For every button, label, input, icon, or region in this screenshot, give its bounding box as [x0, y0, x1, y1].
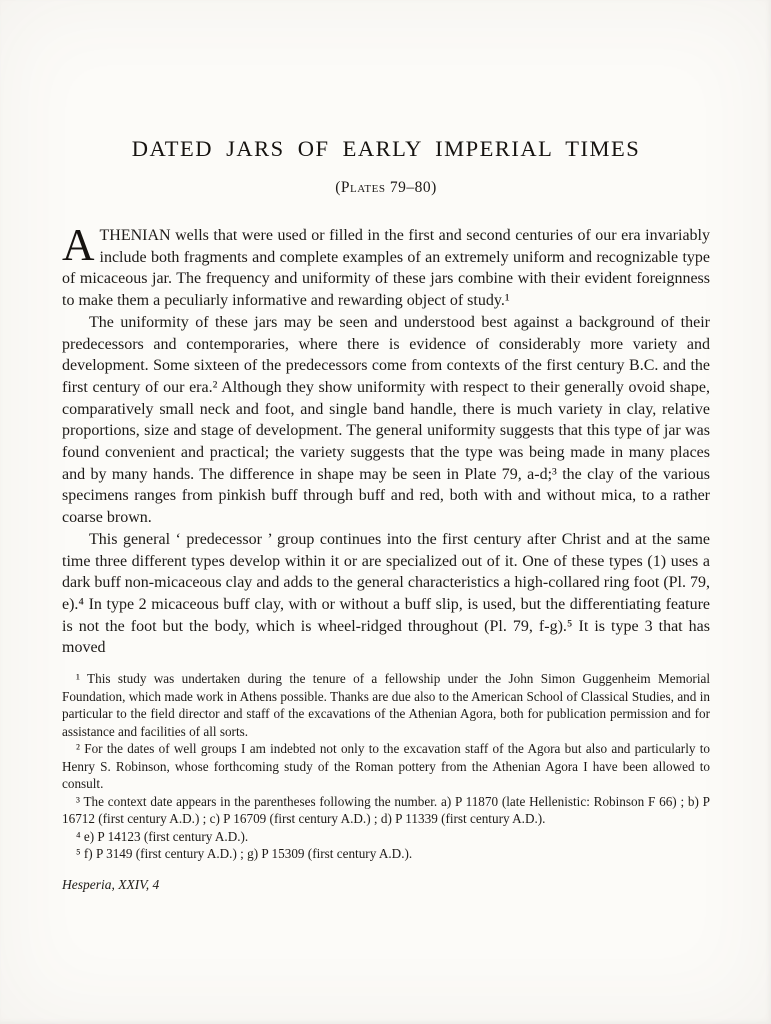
- footnote-5: ⁵ f) P 3149 (first century A.D.) ; g) P 15309 (first century A.D.).: [76, 846, 413, 862]
- journal-footer: [62, 877, 710, 893]
- footnote-1: ¹ This study was undertaken during the tenure of a fellowship under the John Simon Guggenheim Memorial Foundation, which made work in Athens possible. Thanks are due also to the American School of Classical Studies, and in particular to the field director and staff of the excavations of the Athenian Agora, both for publication permission and for assistance and facilities of all sorts.: [62, 671, 710, 739]
- footnote-3: ³ The context date appears in the parentheses following the number. a) P 11870 (late Hellenistic: Robinson F 66) ; b) P 16712 (first century A.D.) ; c) P 16709 (first century A.D.) ; d) P 11339 (first century A.D.).: [62, 793, 710, 827]
- paragraph: The uniformity of these jars may be seen and understood best against a background of their predecessors and contemporaries, where there is evidence of considerably more variety and development. Some sixteen of the predecessors come from contexts of the first century B.C. and the first century of our era.² Although they show uniformity with respect to their generally ovoid shape, comparatively small neck and foot, and single band handle, there is much variety in clay, relative proportions, size and stage of development. The general uniformity suggests that this type of jar was found convenient and practical; the variety suggests that the type was being made in many places and by many hands. The difference in shape may be seen in Plate 79, a-d;³ the clay of the various specimens ranges from pinkish buff through buff and red, both with and without mica, to a rather coarse brown.: [62, 313, 710, 527]
- article-header: [62, 136, 710, 197]
- plates-subtitle: (Plates 79–80): [335, 179, 437, 196]
- footnote-4: ⁴ e) P 14123 (first century A.D.).: [76, 828, 249, 844]
- lead-paragraph-text: THENIAN wells that were used or filled in the first and second centuries of our era invariably include both fragments and complete examples of an extremely uniform and recognizable type of micaceous jar. The frequency and uniformity of these jars combine with their evident foreignness to make them a peculiarly informative and rewarding object of study.¹: [62, 227, 710, 310]
- article-body: [62, 220, 710, 659]
- footnotes-section: [62, 670, 710, 863]
- dropcap-letter: A: [62, 220, 95, 270]
- journal-citation: Hesperia, XXIV, 4: [62, 876, 160, 892]
- footnote-2: ² For the dates of well groups I am indebted not only to the excavation staff of the Agora but also and particularly to Henry S. Robinson, whose forthcoming study of the Roman pottery from the Athenian Agora I have been allowed to consult.: [62, 741, 710, 792]
- paragraph: This general ‘ predecessor ’ group continues into the first century after Christ and at the same time three different types develop within it or are specialized out of it. One of these types (1) uses a dark buff non-micaceous clay and adds to the general characteristics a high-collared ring foot (Pl. 79, e).⁴ In type 2 micaceous buff clay, with or without a buff slip, is used, but the differentiating feature is not the foot but the body, which is wheel-ridged throughout (Pl. 79, f-g).⁵ It is type 3 that has moved: [62, 530, 710, 657]
- article-title: DATED JARS OF EARLY IMPERIAL TIMES: [131, 136, 641, 161]
- paragraph-lead: [62, 220, 710, 312]
